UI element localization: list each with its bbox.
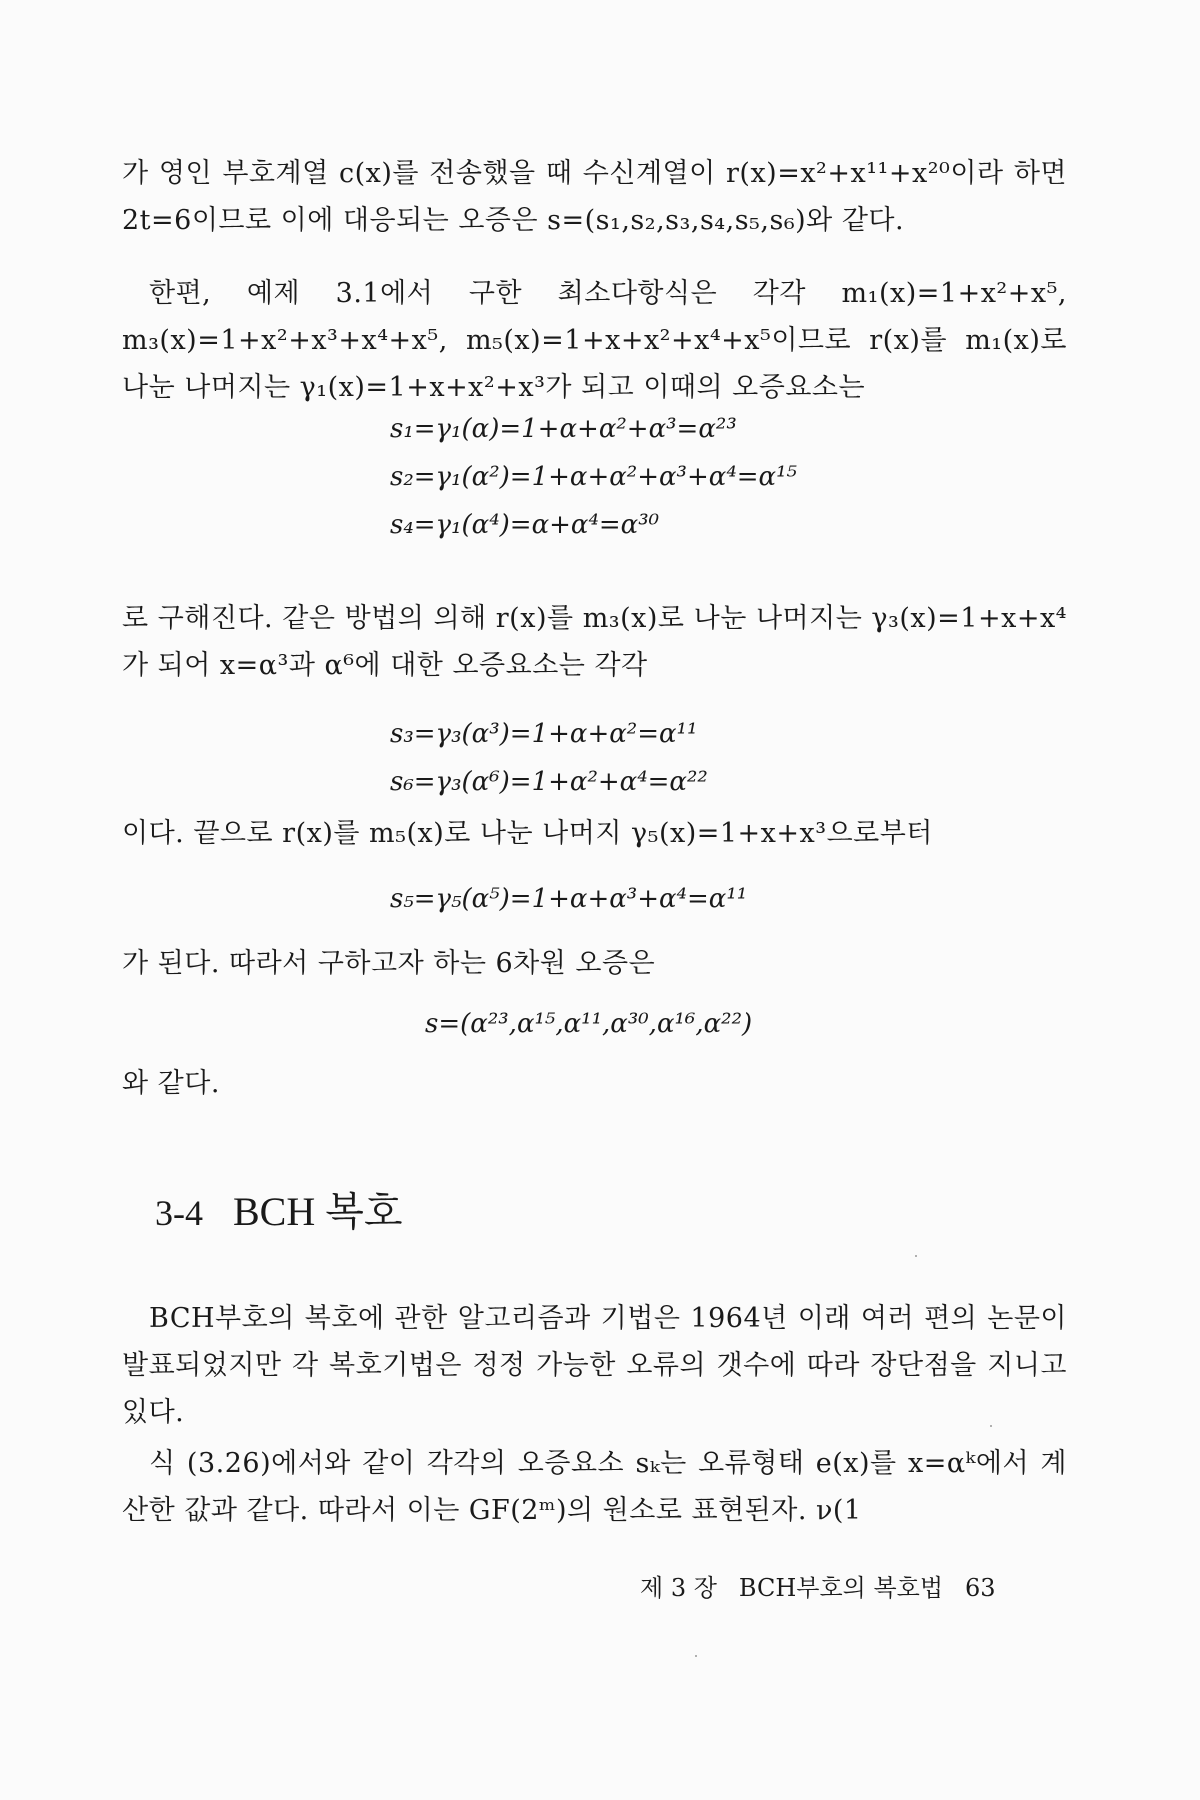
- section-title: BCH 복호: [233, 1189, 403, 1234]
- paragraph-remainder-m3: 로 구해진다. 같은 방법의 의해 r(x)를 m₃(x)로 나눈 나머지는 γ₃(x)=1+x+x⁴가 되어 x=α³과 α⁶에 대한 오증요소는 각각: [122, 603, 1067, 681]
- equation-s5: s₅=γ₅(α⁵)=1+α+α³+α⁴=α¹¹: [390, 884, 748, 914]
- equation-group-s5: [390, 875, 747, 923]
- equation-group-syndrome-vector: [425, 1000, 752, 1048]
- footer-chapter: 제 3 장: [640, 1574, 717, 1602]
- paragraph-six-dim-syndrome: 가 된다. 따라서 구하고자 하는 6차원 오증은: [122, 948, 656, 979]
- equation-s3: s₃=γ₃(α³)=1+α+α²=α¹¹: [390, 719, 698, 749]
- equation-s1: s₁=γ₁(α)=1+α+α²+α³=α²³: [390, 414, 737, 444]
- equation-syndrome-vector: s=(α²³,α¹⁵,α¹¹,α³⁰,α¹⁶,α²²): [425, 1009, 753, 1039]
- paragraph-minimal-polynomials: 한편, 예제 3.1에서 구한 최소다항식은 각각 m₁(x)=1+x²+x⁵, m₃(x)=1+x²+x³+x⁴+x⁵, m₅(x)=1+x+x²+x⁴+x⁵이므로 r(x)를 m₁(x)로 나눈 나머지는 γ₁(x)=1+x+x²+x³가 되고 이때의 오증요소는: [122, 278, 1067, 403]
- scan-speck: [695, 1655, 697, 1657]
- paragraph-bch-decoding-history: BCH부호의 복호에 관한 알고리즘과 기법은 1964년 이래 여러 편의 논문이 발표되었지만 각 복호기법은 정정 가능한 오류의 갯수에 따라 장단점을 지니고 있다.: [122, 1303, 1067, 1428]
- section-number: 3-4: [155, 1193, 203, 1233]
- footer-page-number: 63: [965, 1574, 996, 1602]
- equation-group-s3-s6: [390, 710, 708, 806]
- equation-s2: s₂=γ₁(α²)=1+α+α²+α³+α⁴=α¹⁵: [390, 462, 797, 492]
- paragraph-received-sequence: 가 영인 부호계열 c(x)를 전송했을 때 수신계열이 r(x)=x²+x¹¹+x²⁰이라 하면 2t=6이므로 이에 대응되는 오증은 s=(s₁,s₂,s₃,s₄,s₅,s₆)와 같다.: [122, 158, 1067, 236]
- paragraph-remainder-m5: 이다. 끝으로 r(x)를 m₅(x)로 나눈 나머지 γ₅(x)=1+x+x³으로부터: [122, 818, 933, 849]
- page-footer: [640, 1568, 1018, 1603]
- footer-chapter-title: BCH부호의 복호법: [738, 1574, 944, 1602]
- scan-speck: [915, 1255, 917, 1257]
- paragraph-conclusion: 와 같다.: [122, 1068, 220, 1099]
- equation-s4: s₄=γ₁(α⁴)=α+α⁴=α³⁰: [390, 510, 660, 540]
- equation-group-s1-s2-s4: [390, 405, 797, 549]
- equation-s6: s₆=γ₃(α⁶)=1+α²+α⁴=α²²: [390, 767, 708, 797]
- scan-speck: [990, 1425, 992, 1427]
- paragraph-syndrome-elements: 식 (3.26)에서와 같이 각각의 오증요소 sₖ는 오류형태 e(x)를 x=αᵏ에서 계산한 값과 같다. 따라서 이는 GF(2ᵐ)의 원소로 표현된자. ν(1: [122, 1448, 1067, 1526]
- section-heading: [155, 1180, 403, 1237]
